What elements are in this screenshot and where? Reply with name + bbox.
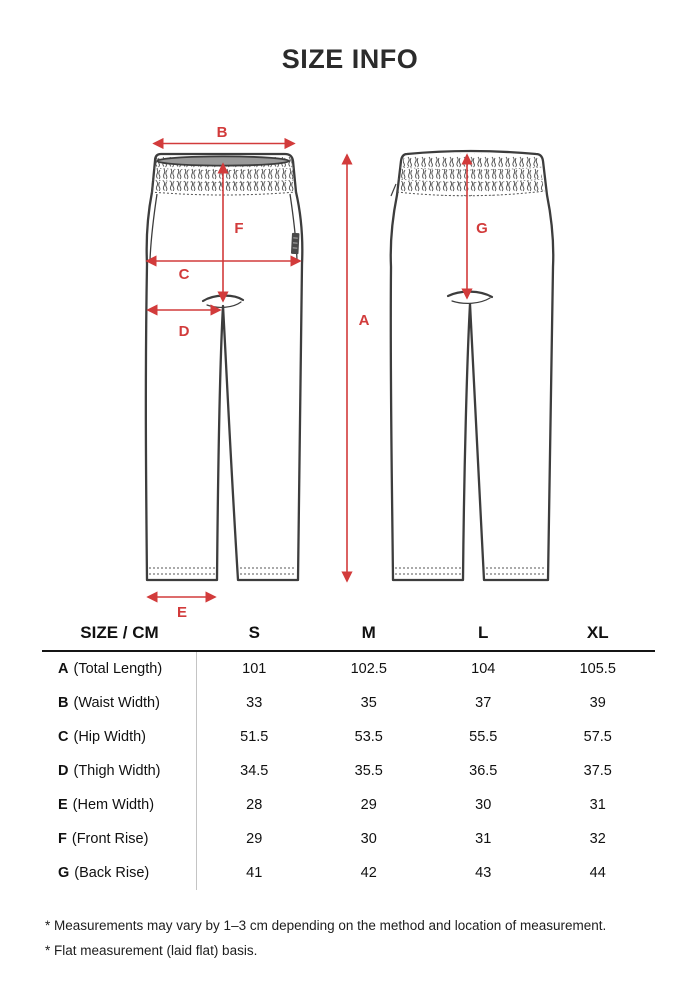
header-size-xl: XL — [586, 622, 609, 642]
row-letter: C — [58, 729, 69, 745]
footnote-flat-measurement: * Flat measurement (laid flat) basis. — [45, 943, 258, 958]
value-cell: 102.5 — [350, 661, 387, 677]
value-cell: 35 — [360, 695, 377, 711]
label-f: F — [234, 220, 244, 237]
value-cell: 37.5 — [583, 763, 612, 779]
row-label — [42, 822, 197, 856]
value-cell: 42 — [360, 865, 377, 881]
row-desc: (Hip Width) — [73, 729, 146, 745]
label-b: B — [216, 124, 228, 141]
size-table-header — [42, 615, 655, 652]
page-title: SIZE INFO — [281, 44, 419, 74]
label-a: A — [358, 312, 370, 329]
row-letter: G — [58, 865, 70, 881]
value-cell: 43 — [475, 865, 492, 881]
value-cell: 39 — [589, 695, 606, 711]
brand-tag — [291, 233, 300, 254]
value-cell: 55.5 — [469, 729, 498, 745]
value-cell: 35.5 — [354, 763, 383, 779]
row-letter: F — [58, 831, 67, 847]
row-label — [42, 686, 197, 720]
table-row — [42, 822, 655, 856]
header-size-cm: SIZE / CM — [80, 622, 159, 642]
back-seam-notch — [391, 184, 396, 196]
row-letter: D — [58, 763, 69, 779]
table-row — [42, 720, 655, 754]
value-cell: 34.5 — [240, 763, 269, 779]
value-cell: 51.5 — [240, 729, 269, 745]
row-letter: B — [58, 695, 69, 711]
value-cell: 30 — [360, 831, 377, 847]
table-row — [42, 686, 655, 720]
row-desc: (Thigh Width) — [73, 763, 161, 779]
value-cell: 37 — [475, 695, 492, 711]
value-cell: 32 — [589, 831, 606, 847]
label-g: G — [476, 220, 488, 237]
label-c: C — [178, 266, 190, 283]
table-row — [42, 856, 655, 890]
table-row — [42, 652, 655, 686]
pants-back-outline — [391, 151, 554, 580]
back-waistband-elastic — [397, 153, 544, 196]
value-cell: 44 — [589, 865, 606, 881]
value-cell: 30 — [475, 797, 492, 813]
label-d: D — [178, 323, 190, 340]
row-label — [42, 652, 197, 686]
size-table — [42, 615, 655, 890]
footnote-measurement-variance: * Measurements may vary by 1–3 cm depending on the method and location of measurement. — [45, 918, 607, 933]
row-letter: E — [58, 797, 68, 813]
value-cell: 31 — [475, 831, 492, 847]
row-desc: (Front Rise) — [71, 831, 149, 847]
row-desc: (Total Length) — [73, 661, 163, 677]
table-row — [42, 754, 655, 788]
size-table-body — [42, 652, 655, 890]
value-cell: 41 — [246, 865, 263, 881]
value-cell: 28 — [246, 797, 263, 813]
row-label — [42, 856, 197, 890]
value-cell: 33 — [246, 695, 263, 711]
value-cell: 101 — [242, 661, 267, 677]
row-desc: (Waist Width) — [73, 695, 160, 711]
row-desc: (Back Rise) — [74, 865, 150, 881]
value-cell: 36.5 — [469, 763, 498, 779]
label-e: E — [176, 604, 188, 621]
header-size-l: L — [478, 622, 489, 642]
value-cell: 104 — [471, 661, 496, 677]
value-cell: 105.5 — [579, 661, 616, 677]
row-label — [42, 788, 197, 822]
value-cell: 31 — [589, 797, 606, 813]
value-cell: 29 — [360, 797, 377, 813]
pants-front-outline — [146, 154, 302, 580]
row-desc: (Hem Width) — [72, 797, 155, 813]
value-cell: 53.5 — [354, 729, 383, 745]
pants-front-diagram — [146, 154, 302, 580]
value-cell: 29 — [246, 831, 263, 847]
footnotes — [45, 913, 685, 963]
row-letter: A — [58, 661, 69, 677]
row-label — [42, 754, 197, 788]
value-cell: 57.5 — [583, 729, 612, 745]
pants-back-diagram — [391, 151, 554, 580]
header-size-s: S — [248, 622, 260, 642]
header-size-m: M — [361, 622, 376, 642]
row-label — [42, 720, 197, 754]
table-row — [42, 788, 655, 822]
